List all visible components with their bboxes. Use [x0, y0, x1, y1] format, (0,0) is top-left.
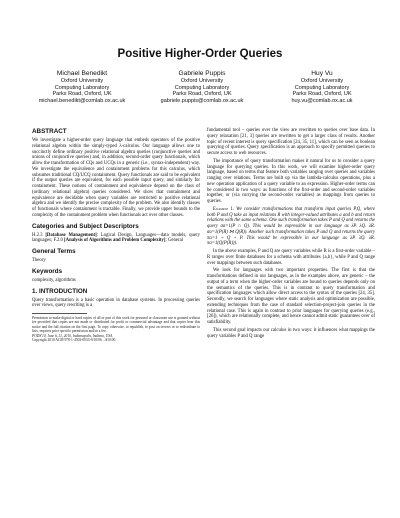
author-dept: Computing Laboratory	[174, 84, 230, 91]
author-name: Michael Benedikt	[56, 70, 108, 77]
author-org: Oxford University	[180, 78, 224, 84]
author-address: Parks Road, Oxford, UK	[172, 91, 232, 98]
author-1	[26, 70, 138, 104]
author-name: Gabriele Puppis	[178, 70, 226, 77]
author-dept: Computing Laboratory	[294, 84, 350, 91]
paper-title: Positive Higher-Order Queries	[117, 48, 283, 60]
left-column	[32, 128, 200, 342]
categories-analysis: [Analysis of Algorithms and Problem Complexity]	[64, 238, 166, 244]
keywords-text: complexity, algorithms	[32, 277, 76, 283]
author-name: Huy Vu	[311, 70, 333, 77]
introduction-heading: 1. INTRODUCTION	[32, 287, 88, 295]
author-3	[266, 70, 378, 104]
intro-paragraph-1: fundamental tool – queries over the view are rewritten to queries over base data. In query relaxation [21, 3] queries are rewritten to get a larger class of results. Another topic of recent interest is query specification [24, 35, 11], which can be seen as boolean querying of queries. Query specification is an approach to specify permitted queries to secure access to web resources.	[207, 128, 375, 156]
abstract-text: We investigate a higher-order query language that embeds operators of the positive relational algebra within the simply-typed λ-calculus. Our language allows one to succinctly define ordinary positive relational algebra queries (conjunctive queries and unions of conjunctive queries) and, in addition, second-order query functionals, which allow the transformation of CQs and UCQs in a generic (i.e., syntax-independent) way. We investigate the equivalence and containment problems for this calculus, which subsumes traditional CQ/UCQ containment. Query functionals are said to be equivalent if the output queries are equivalent, for each possible input query, and similarly for containment. These notions of containment and equivalence depend on the class of (ordinary relational algebra) queries considered. We show that containment and equivalence are decidable when query variables are restricted to positive relational algebra and we identify the precise complexity of the problem. We also identify classes of functionals where containment is tractable. Finally, we provide upper bounds to the complexity of the containment problem when functionals act over other classes.	[32, 138, 200, 218]
categories-text	[32, 233, 200, 245]
introduction-text: Query transformation is a basic operation in database systems. In processing queries over views, query rewriting is a	[32, 297, 200, 309]
author-address: Parks Road, Oxford, UK	[52, 91, 112, 98]
categories-general: : General	[165, 238, 184, 244]
abstract-heading: ABSTRACT	[32, 128, 67, 135]
author-org: Oxford University	[300, 78, 344, 84]
author-2	[146, 70, 258, 104]
author-email: gabriele.puppis@comlab.ox.ac.uk	[160, 97, 244, 104]
example-1	[207, 207, 375, 247]
general-terms-text: Theory	[32, 258, 46, 263]
keywords-heading: Keywords	[32, 267, 63, 275]
author-email: huy.vu@comlab.ox.ac.uk	[291, 97, 353, 104]
example-text: We consider transformations that transform input queries P,Q, where both P and Q take as input relations R with integer-valued attributes a and b and return relations with the same schema. One such transformation takes P and Q and returns the query σa=1(P ∩ Q). This would be expressible in our language as λP. λQ. λR. σa=1(P(R) ⋈ Q(R)). Another such transformation takes P and Q and returns the query πa=1 ∘ Q ∘ P. This would be expressible in our language as λP. λQ. λR. πa=1(Q(P(R))).	[207, 206, 375, 247]
intro-paragraph-2: The importance of query transformation makes it natural for us to consider a query language for querying queries. In this work, we will examine higher-order query language, based on terms that feature both variables ranging over queries and variables ranging over relations. Terms are built up via the lambda-calculus operations, plus a new operation application of a query variable to an expression. Higher-order terms can be considered in two ways: as functions of the first-order and second-order variables together, or (via currying the second-order variables) as mappings from queries to queries.	[207, 158, 375, 204]
intro-paragraph-4: We look for languages with two important properties. The first is that the transformations defined in our languages, as in the examples above, are generic – the output of a term when the higher-order variables are bound to queries depends only on the semantics of the queries. This is in contrast to query transformation and specification languages which allow direct access to the syntax of the queries [24, 35]. Secondly, we search for languages where static analysis and optimization are possible, extending techniques from the case of standard selection-project-join queries in the relational case. This is again in contrast to prior languages for querying queries (e.g., [26]), which are relationally complete, and hence cannot admit static guarantees over of satisfiability.	[207, 268, 375, 325]
categories-heading: Categories and Subject Descriptors	[32, 222, 139, 230]
categories-db: [Database Management]	[45, 232, 97, 238]
author-dept: Computing Laboratory	[54, 84, 110, 91]
footnote-rule	[32, 313, 87, 314]
general-terms-heading: General Terms	[32, 248, 76, 255]
right-column	[207, 128, 375, 341]
intro-paragraph-5: This second goal impacts our calculus in two ways: it influences what mappings the query variables P and Q range	[207, 327, 375, 339]
conference-footnote: PODS'10, June 6–11, 2010, Indianapolis, Indiana, USA.	[32, 333, 114, 338]
author-email: michael.benedikt@comlab.ox.ac.uk	[38, 97, 126, 104]
author-address: Parks Road, Oxford, UK	[292, 91, 352, 98]
categories-code: H.2.3	[32, 232, 46, 238]
permission-footnote: Permission to make digital or hard copies of all or part of this work for personal or classroom use is granted without fee provided that copies are not made or distributed for profit or commercial advantage and that copies bear this notice and the full citation on the first page. To copy otherwise, to republish, to post on servers or to redistribute to lists, requires prior specific permission and/or a fee.	[32, 316, 200, 334]
author-org: Oxford University	[60, 78, 104, 84]
intro-paragraph-3: In the above examples, P and Q are query variables while R is a first-order variable – R ranges over finite databases for a schema with attributes {a,b}, while P and Q range over mappings between such databases.	[207, 249, 375, 266]
categories-desc: : Logical Design, Languages—data models, query languages; F.2.0	[32, 232, 200, 244]
example-label: Example 1.	[213, 206, 234, 212]
copyright-footnote: Copyright 2010 ACM 978-1-4503-0033-9/10/06 ...$10.00.	[32, 338, 117, 343]
author-block	[26, 70, 378, 104]
